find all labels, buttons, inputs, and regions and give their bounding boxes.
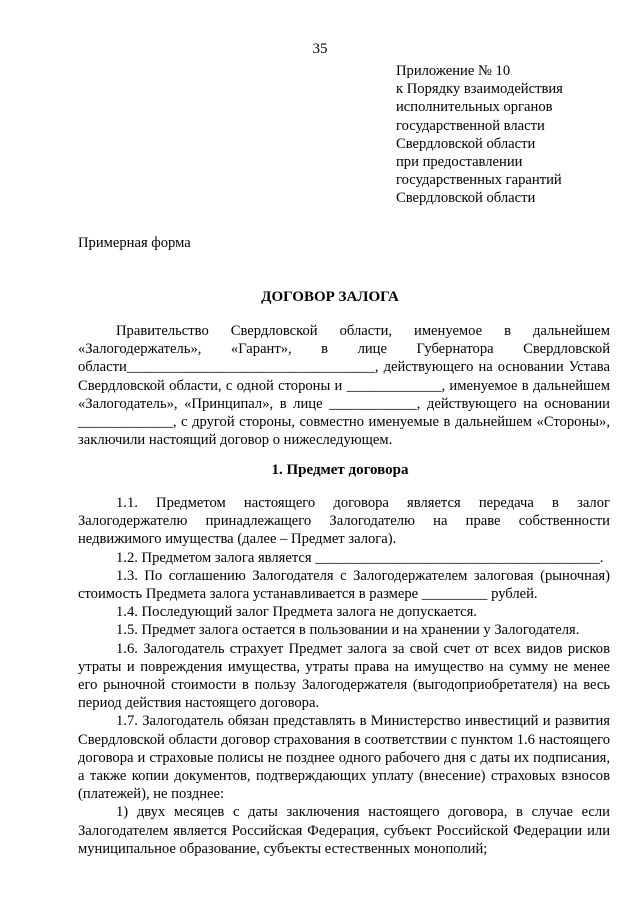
appendix-line: Свердловской области	[396, 135, 536, 152]
appendix-line: государственных гарантий	[396, 172, 562, 189]
page-number: 35	[312, 41, 328, 57]
section-clauses	[78, 494, 610, 858]
clause-paragraph: 1.4. Последующий залог Предмета залога не допускается.	[116, 604, 477, 621]
intro-paragraph-block	[78, 322, 610, 449]
clause-paragraph: 1.5. Предмет залога остается в пользовании и на хранении у Залогодателя.	[116, 622, 580, 639]
clause-paragraph: 1.1. Предметом настоящего договора является передача в залог Залогодержателю принадлежащего Залогодателю на праве собственности недвижимого имущества (далее – Предмет залога).	[78, 495, 610, 548]
clause-paragraph: 1) двух месяцев с даты заключения настоящего договора, в случае если Залогодателем является Российская Федерация, субъект Российской Федерации или муниципальное образование, субъекты естественных монополий;	[78, 804, 610, 857]
appendix-line: Свердловской области	[396, 190, 536, 207]
clause-paragraph: 1.2. Предметом залога является _______________________________________.	[116, 549, 604, 566]
appendix-line: Приложение № 10	[396, 63, 511, 79]
appendix-header	[396, 62, 616, 208]
section-title: 1. Предмет договора	[271, 462, 409, 478]
clause-paragraph: 1.7. Залогодатель обязан представлять в Министерство инвестиций и развития Свердловской области договор страхования в соответствии с пунктом 1.6 настоящего договора и страховые полисы не позднее одного рабочего дня с даты их подписания, а также копии документов, подтверждающих уплату (внесение) страховых взносов (платежей), не позднее:	[78, 713, 610, 803]
form-label: Примерная форма	[78, 235, 191, 251]
clause-paragraph: 1.6. Залогодатель страхует Предмет залога за свой счет от всех видов рисков утраты и повреждения имущества, утраты права на имущество на сумму не менее его рыночной стоимости в пользу Залогодержателя (выгодоприобретателя) на весь период действия настоящего договора.	[78, 640, 610, 712]
appendix-line: государственной власти	[396, 117, 545, 134]
intro-paragraph: Правительство Свердловской области, именуемое в дальнейшем «Залогодержатель», «Гарант», в лице Губернатора Свердловской области__________________________________, действующего на основании Устава Свердловской области, с одной стороны и _____________, именуемое в дальнейшем «Залогодатель», «Принципал», в лице ____________, действующего на основании _____________, с другой стороны, совместно именуемые в дальнейшем «Стороны», заключили настоящий договор о нижеследующем.	[78, 323, 610, 449]
appendix-line: к Порядку взаимодействия	[396, 81, 563, 98]
document-title: ДОГОВОР ЗАЛОГА	[261, 289, 399, 305]
appendix-line: при предоставлении	[396, 154, 523, 171]
appendix-line: исполнительных органов	[396, 99, 553, 116]
clause-paragraph: 1.3. По соглашению Залогодателя с Залогодержателем залоговая (рыночная) стоимость Предмета залога устанавливается в размере _________ рублей.	[78, 567, 610, 603]
